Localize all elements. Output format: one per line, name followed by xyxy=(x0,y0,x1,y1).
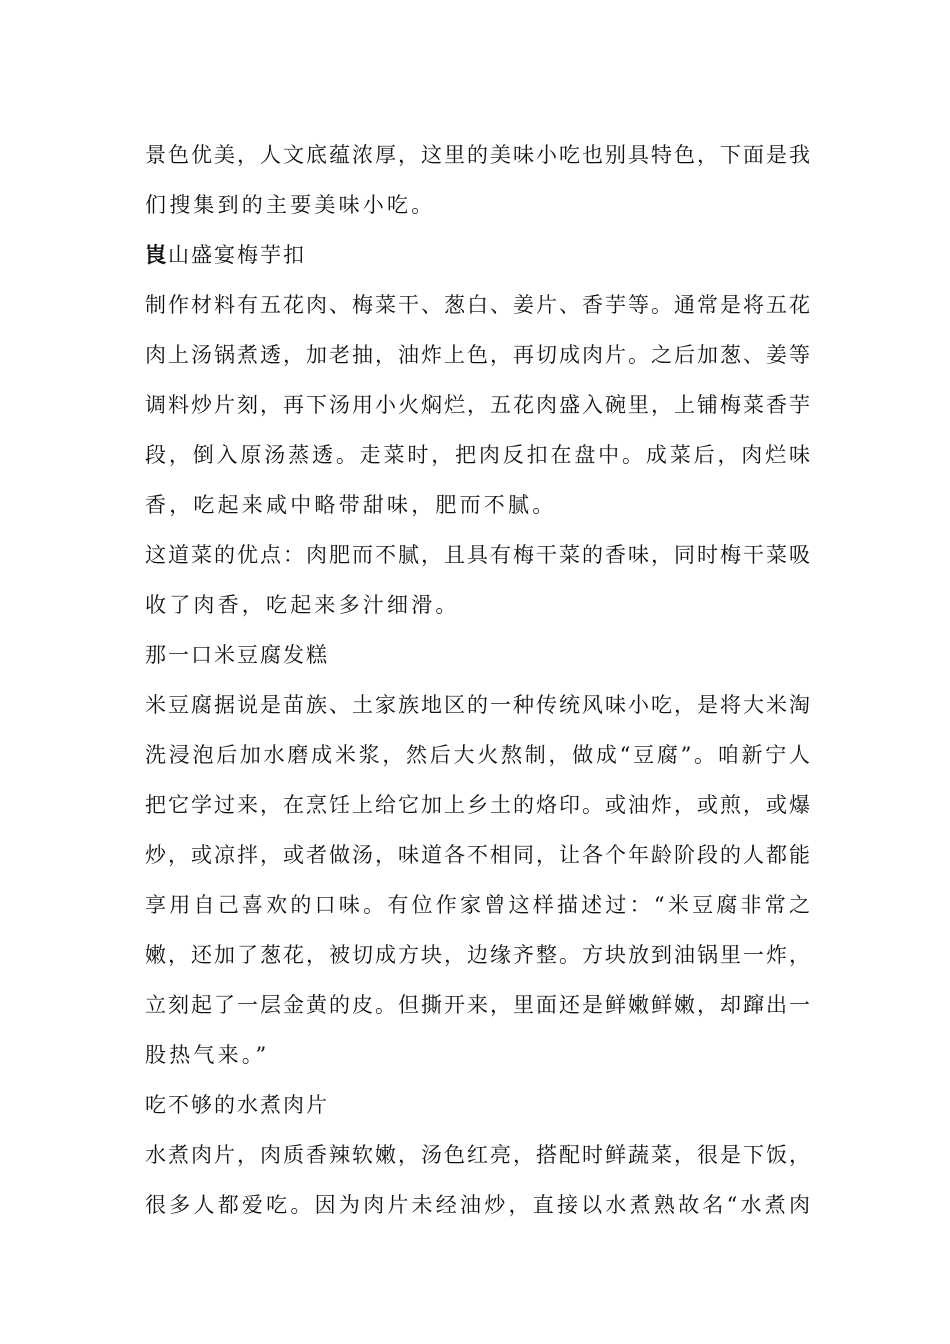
paragraph-line: 炒，或凉拌，或者做汤，味道各不相同，让各个年龄阶段的人都能 xyxy=(145,843,810,867)
paragraph-line: 肉上汤锅煮透，加老抽，油炸上色，再切成肉片。之后加葱、姜等 xyxy=(145,343,810,367)
section-heading-shuizhuroupian: 吃不够的水煮肉片 xyxy=(145,1093,329,1117)
paragraph-line: 享用自己喜欢的口味。有位作家曾这样描述过：“米豆腐非常之 xyxy=(145,893,810,917)
section-heading-midoufu: 那一口米豆腐发糕 xyxy=(145,643,329,667)
paragraph-line: 把它学过来，在烹饪上给它加上乡土的烙印。或油炸，或煎，或爆 xyxy=(145,793,810,817)
article-body xyxy=(145,130,810,1230)
intro-line: 景色优美，人文底蕴浓厚，这里的美味小吃也别具特色，下面是我 xyxy=(145,143,810,167)
heading-first-char: 崀 xyxy=(145,243,168,267)
paragraph-line: 股热气来。” xyxy=(145,1043,270,1067)
paragraph-line: 收了肉香，吃起来多汁细滑。 xyxy=(145,593,460,617)
paragraph-line: 这道菜的优点：肉肥而不腻，且具有梅干菜的香味，同时梅干菜吸 xyxy=(145,543,810,567)
paragraph-line: 香，吃起来咸中略带甜味，肥而不腻。 xyxy=(145,493,557,517)
paragraph-line: 水煮肉片，肉质香辣软嫩，汤色红亮，搭配时鲜蔬菜，很是下饭， xyxy=(145,1143,810,1167)
paragraph-line: 很多人都爱吃。因为肉片未经油炒，直接以水煮熟故名“水煮肉 xyxy=(145,1193,810,1217)
paragraph-line: 米豆腐据说是苗族、土家族地区的一种传统风味小吃，是将大米淘 xyxy=(145,693,810,717)
paragraph-line: 嫩，还加了葱花，被切成方块，边缘齐整。方块放到油锅里一炸， xyxy=(145,943,810,967)
intro-line: 们搜集到的主要美味小吃。 xyxy=(145,193,436,217)
paragraph-line: 洗浸泡后加水磨成米浆，然后大火熬制，做成“豆腐”。咱新宁人 xyxy=(145,743,810,767)
heading-rest: 山盛宴梅芋扣 xyxy=(168,243,306,267)
paragraph-line: 调料炒片刻，再下汤用小火焖烂，五花肉盛入碗里，上铺梅菜香芋 xyxy=(145,393,810,417)
paragraph-line: 段，倒入原汤蒸透。走菜时，把肉反扣在盘中。成菜后，肉烂味 xyxy=(145,443,810,467)
paragraph-line: 立刻起了一层金黄的皮。但撕开来，里面还是鲜嫩鲜嫩，却蹿出一 xyxy=(145,993,810,1017)
section-heading-meiyukou xyxy=(145,230,810,280)
paragraph-line: 制作材料有五花肉、梅菜干、葱白、姜片、香芋等。通常是将五花 xyxy=(145,293,810,317)
